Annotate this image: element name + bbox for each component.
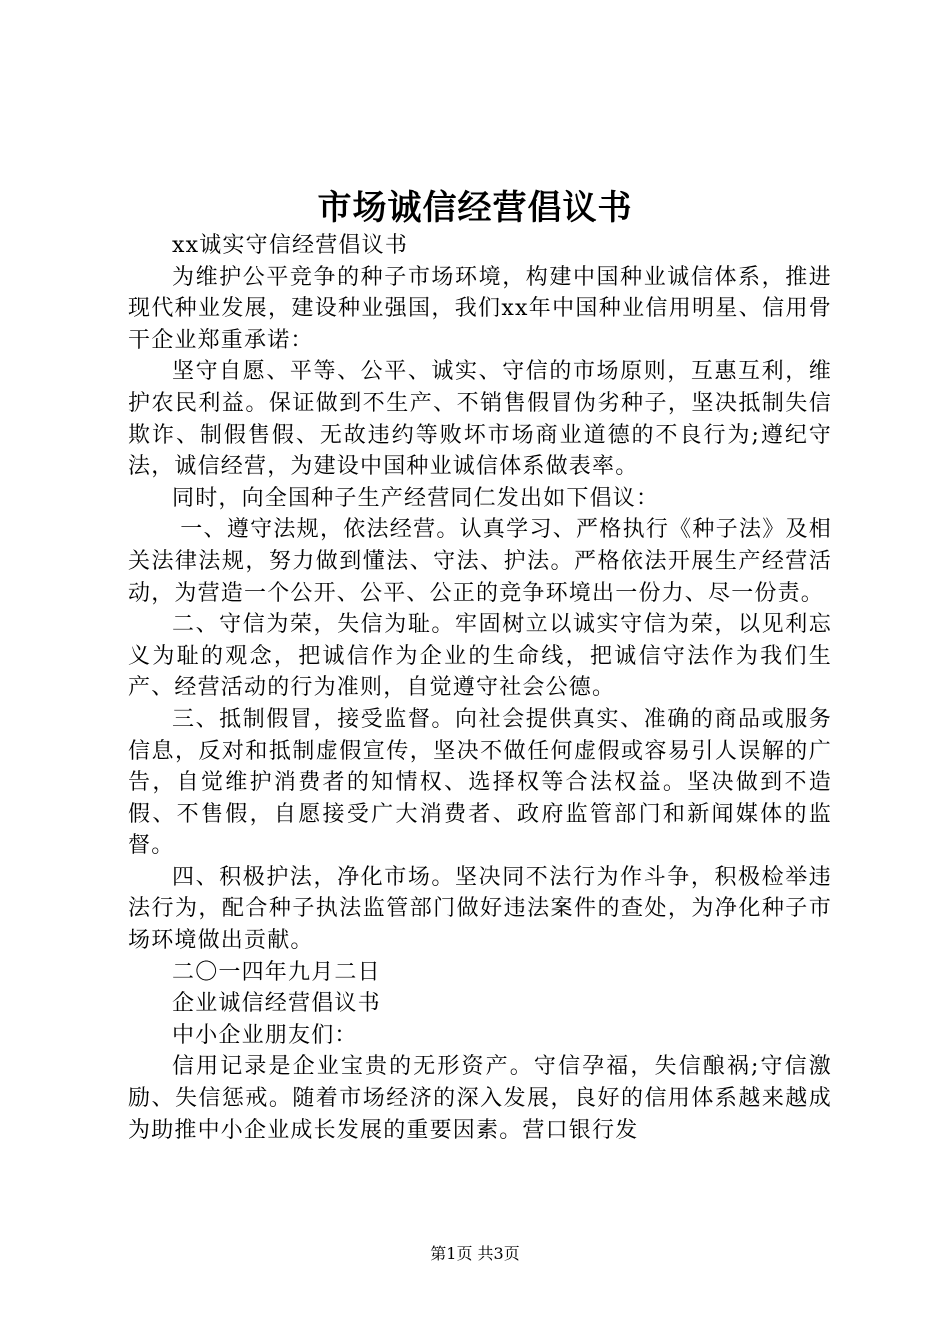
paragraph-intro: 为维护公平竞争的种子市场环境，构建中国种业诚信体系，推进现代种业发展，建设种业强国，我们xx年中国种业信用明星、信用骨干企业郑重承诺： [128,264,832,353]
paragraph-proposal-lead: 同时，向全国种子生产经营同仁发出如下倡议： [172,485,660,511]
paragraph-item-3: 三、抵制假冒，接受监督。向社会提供真实、准确的商品或服务信息，反对和抵制虚假宣传，坚决不做任何虚假或容易引人误解的广告，自觉维护消费者的知情权、选择权等合法权益。坚决做到不造假、不售假，自愿接受广大消费者、政府监管部门和新闻媒体的监督。 [128,706,832,859]
paragraph-subtitle: xx诚实守信经营倡议书 [172,233,409,258]
paragraph-second-title: 企业诚信经营倡议书 [172,991,381,1017]
paragraph-date: 二〇一四年九月二日 [172,959,381,985]
paragraph-item-2: 二、守信为荣，失信为耻。牢固树立以诚实守信为荣，以见利忘义为耻的观念，把诚信作为企业的生命线，把诚信守法作为我们生产、经营活动的行为准则，自觉遵守社会公德。 [128,612,832,701]
document-title: 市场诚信经营倡议书 [317,188,633,228]
page-number-footer: 第1页 共3页 [430,1244,520,1263]
paragraph-commitment: 坚守自愿、平等、公平、诚实、守信的市场原则，互惠互利，维护农民利益。保证做到不生产、不销售假冒伪劣种子，坚决抵制失信欺诈、制假售假、无故违约等败坏市场商业道德的不良行为;遵纪守法，诚信经营，为建设中国种业诚信体系做表率。 [128,359,832,480]
paragraph-salutation: 中小企业朋友们： [172,1022,358,1048]
paragraph-item-1: 一、遵守法规，依法经营。认真学习、严格执行《种子法》及相关法律法规，努力做到懂法、守法、护法。严格依法开展生产经营活动，为营造一个公开、公平、公正的竞争环境出一份力、尽一份责。 [128,517,832,606]
paragraph-credit-record: 信用记录是企业宝贵的无形资产。守信孕福，失信酿祸;守信激励、失信惩戒。随着市场经济的深入发展，良好的信用体系越来越成为助推中小企业成长发展的重要因素。营口银行发 [128,1054,832,1143]
document-body [128,230,832,1146]
paragraph-item-4: 四、积极护法，净化市场。坚决同不法行为作斗争，积极检举违法行为，配合种子执法监管部门做好违法案件的查处，为净化种子市场环境做出贡献。 [128,864,832,954]
